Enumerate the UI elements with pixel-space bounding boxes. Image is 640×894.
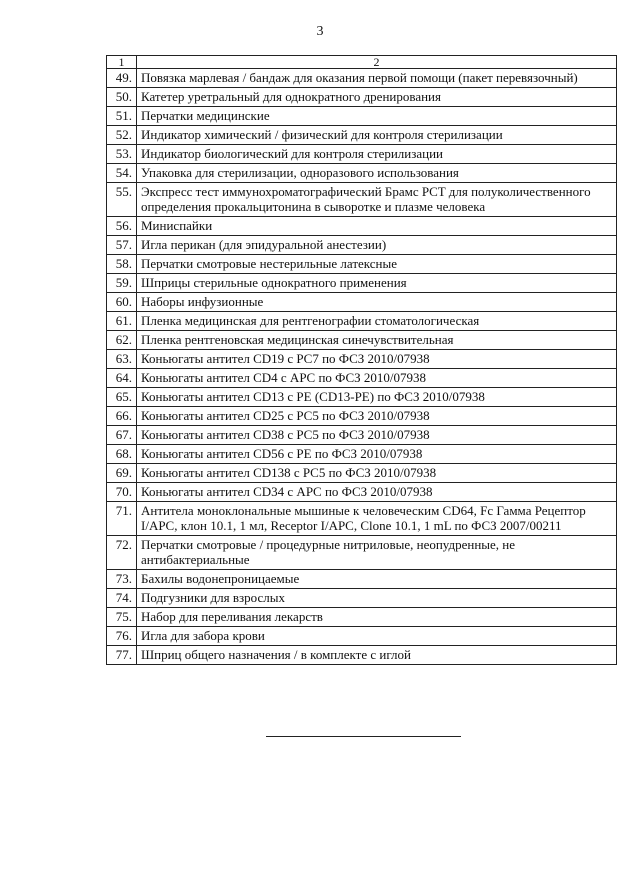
table-row bbox=[107, 464, 617, 483]
row-number: 61. bbox=[107, 312, 137, 331]
item-name: Миниспайки bbox=[137, 217, 617, 236]
item-name: Наборы инфузионные bbox=[137, 293, 617, 312]
item-name: Пленка рентгеновская медицинская синечувствительная bbox=[137, 331, 617, 350]
item-name: Коньюгаты антител CD34 с APC по ФСЗ 2010/07938 bbox=[137, 483, 617, 502]
table-row bbox=[107, 627, 617, 646]
items-table bbox=[106, 55, 617, 665]
item-name: Бахилы водонепроницаемые bbox=[137, 570, 617, 589]
table-row bbox=[107, 274, 617, 293]
table-row bbox=[107, 369, 617, 388]
item-name: Игла для забора крови bbox=[137, 627, 617, 646]
item-name: Игла перикан (для эпидуральной анестезии) bbox=[137, 236, 617, 255]
table-row bbox=[107, 107, 617, 126]
table-row bbox=[107, 350, 617, 369]
row-number: 50. bbox=[107, 88, 137, 107]
table-row bbox=[107, 126, 617, 145]
row-number: 73. bbox=[107, 570, 137, 589]
table-row bbox=[107, 536, 617, 570]
table-row bbox=[107, 589, 617, 608]
item-name: Коньюгаты антител CD4 с APC по ФСЗ 2010/07938 bbox=[137, 369, 617, 388]
row-number: 59. bbox=[107, 274, 137, 293]
table-row bbox=[107, 217, 617, 236]
item-name: Шприцы стерильные однократного применения bbox=[137, 274, 617, 293]
table-row bbox=[107, 388, 617, 407]
table-row bbox=[107, 426, 617, 445]
end-divider-line bbox=[266, 736, 461, 737]
table-row bbox=[107, 69, 617, 88]
item-name: Перчатки смотровые нестерильные латексные bbox=[137, 255, 617, 274]
row-number: 64. bbox=[107, 369, 137, 388]
item-name: Индикатор химический / физический для контроля стерилизации bbox=[137, 126, 617, 145]
table-row bbox=[107, 88, 617, 107]
row-number: 53. bbox=[107, 145, 137, 164]
row-number: 56. bbox=[107, 217, 137, 236]
row-number: 58. bbox=[107, 255, 137, 274]
column-header-number: 1 bbox=[107, 56, 137, 69]
row-number: 74. bbox=[107, 589, 137, 608]
table-row bbox=[107, 445, 617, 464]
table-row bbox=[107, 164, 617, 183]
row-number: 49. bbox=[107, 69, 137, 88]
table-row bbox=[107, 236, 617, 255]
table-row bbox=[107, 570, 617, 589]
page-number: 3 bbox=[316, 24, 324, 39]
item-name: Коньюгаты антител CD25 с PC5 по ФСЗ 2010/07938 bbox=[137, 407, 617, 426]
row-number: 75. bbox=[107, 608, 137, 627]
item-name: Антитела моноклональные мышиные к человеческим CD64, Fc Гамма Рецептор I/APC, клон 10.1, 1 мл, Receptor I/APC, Clone 10.1, 1 mL по ФСЗ 2007/00211 bbox=[137, 502, 617, 536]
item-name: Коньюгаты антител CD56 с PE по ФСЗ 2010/07938 bbox=[137, 445, 617, 464]
table-row bbox=[107, 331, 617, 350]
table-row bbox=[107, 293, 617, 312]
table-row bbox=[107, 502, 617, 536]
row-number: 54. bbox=[107, 164, 137, 183]
item-name: Набор для переливания лекарств bbox=[137, 608, 617, 627]
row-number: 66. bbox=[107, 407, 137, 426]
row-number: 55. bbox=[107, 183, 137, 217]
table-header-row bbox=[107, 56, 617, 69]
table-row bbox=[107, 312, 617, 331]
column-header-name: 2 bbox=[137, 56, 617, 69]
row-number: 68. bbox=[107, 445, 137, 464]
row-number: 52. bbox=[107, 126, 137, 145]
item-name: Коньюгаты антител CD138 с PC5 по ФСЗ 2010/07938 bbox=[137, 464, 617, 483]
row-number: 62. bbox=[107, 331, 137, 350]
item-name: Коньюгаты антител CD19 с PC7 по ФСЗ 2010/07938 bbox=[137, 350, 617, 369]
row-number: 77. bbox=[107, 646, 137, 665]
item-name: Подгузники для взрослых bbox=[137, 589, 617, 608]
row-number: 69. bbox=[107, 464, 137, 483]
table-row bbox=[107, 483, 617, 502]
item-name: Коньюгаты антител CD38 с PC5 по ФСЗ 2010/07938 bbox=[137, 426, 617, 445]
item-name: Шприц общего назначения / в комплекте с иглой bbox=[137, 646, 617, 665]
table-row bbox=[107, 608, 617, 627]
table-row bbox=[107, 407, 617, 426]
row-number: 70. bbox=[107, 483, 137, 502]
table-row bbox=[107, 255, 617, 274]
item-name: Катетер уретральный для однократного дренирования bbox=[137, 88, 617, 107]
item-name: Перчатки смотровые / процедурные нитриловые, неопудренные, не антибактериальные bbox=[137, 536, 617, 570]
row-number: 67. bbox=[107, 426, 137, 445]
row-number: 72. bbox=[107, 536, 137, 570]
item-name: Индикатор биологический для контроля стерилизации bbox=[137, 145, 617, 164]
table-row bbox=[107, 145, 617, 164]
item-name: Коньюгаты антител CD13 с PE (CD13-PE) по ФСЗ 2010/07938 bbox=[137, 388, 617, 407]
row-number: 51. bbox=[107, 107, 137, 126]
item-name: Пленка медицинская для рентгенографии стоматологическая bbox=[137, 312, 617, 331]
row-number: 63. bbox=[107, 350, 137, 369]
item-name: Повязка марлевая / бандаж для оказания первой помощи (пакет перевязочный) bbox=[137, 69, 617, 88]
item-name: Перчатки медицинские bbox=[137, 107, 617, 126]
table-row bbox=[107, 646, 617, 665]
table-row bbox=[107, 183, 617, 217]
row-number: 60. bbox=[107, 293, 137, 312]
row-number: 71. bbox=[107, 502, 137, 536]
row-number: 57. bbox=[107, 236, 137, 255]
item-name: Экспресс тест иммунохроматографический Брамс PCT для полуколичественного определения прокальцитонина в сыворотке и плазме человека bbox=[137, 183, 617, 217]
row-number: 65. bbox=[107, 388, 137, 407]
item-name: Упаковка для стерилизации, одноразового использования bbox=[137, 164, 617, 183]
row-number: 76. bbox=[107, 627, 137, 646]
